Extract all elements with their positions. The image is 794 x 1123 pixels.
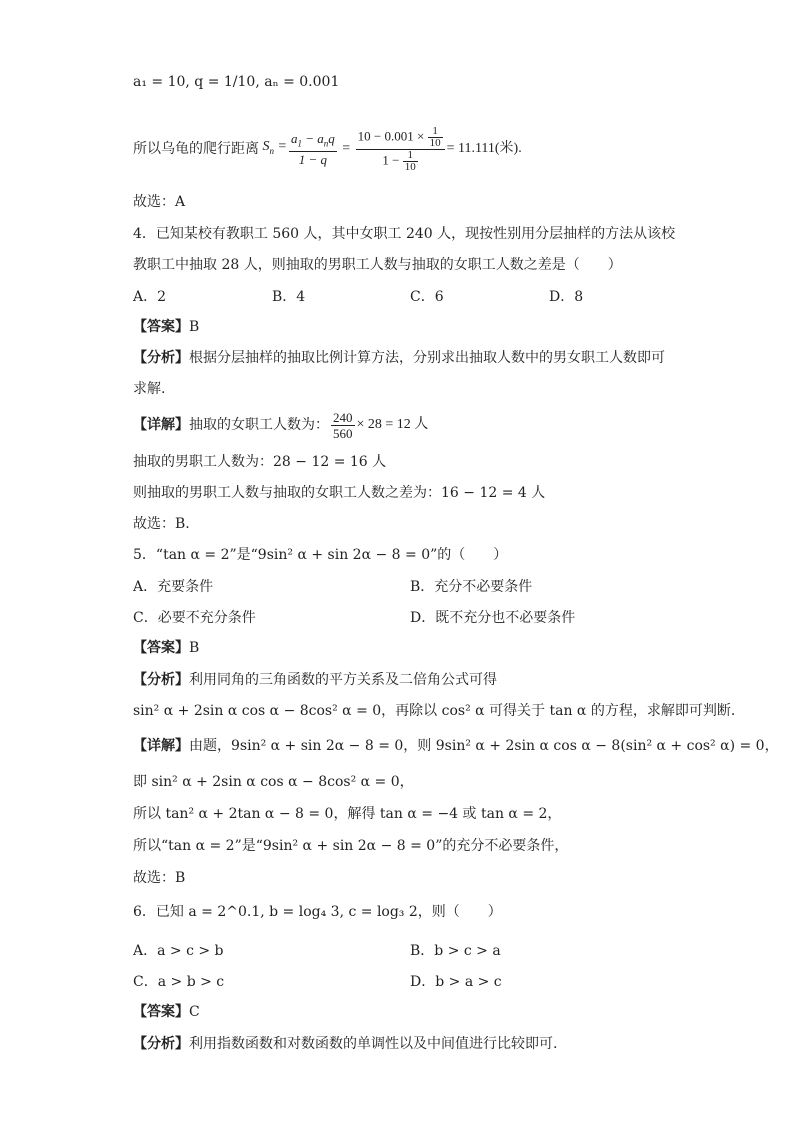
- answer-tag: 【答案】: [133, 319, 189, 335]
- answer-value: B: [189, 319, 200, 335]
- analysis-tag: 【分析】: [133, 350, 189, 366]
- distance-formula-line: 所以乌龟的爬行距离 $S_n$ = $\frac{a_1 - a_nq}{1 - q}$ = 10 − 0.001 × $\frac{1}{10}$ 1 − $\frac{1}{10}$ = 11.111(米).: [133, 124, 522, 173]
- q5-analysis-2: sin² α + 2sin α cos α − 8cos² α = 0，再除以 cos² α 可得关于 tan α 的方程，求解即可判断.: [133, 703, 736, 719]
- q5-detail-3: 所以 tan² α + 2tan α − 8 = 0，解得 tan α = −4 或 tan α = 2，: [133, 806, 562, 822]
- q4-detail-3: 则抽取的男职工人数与抽取的女职工人数之差为：16 − 12 = 4 人: [133, 485, 546, 501]
- q6-stem: 6．已知 a = 2^0.1, b = log₄ 3, c = log₃ 2，则（ ）: [133, 904, 502, 920]
- numeric-fraction: 10 − 0.001 × $\frac{1}{10}$ 1 − $\frac{1}{10}$: [356, 126, 445, 173]
- q4-detail-1: [133, 408, 428, 442]
- q4-stem-1: 4．已知某校有教职工 560 人，其中女职工 240 人，现按性别用分层抽样的方法从该校: [133, 226, 676, 242]
- q4-detail-2: 抽取的男职工人数为：28 − 12 = 16 人: [133, 454, 387, 470]
- detail-text: 抽取的女职工人数为：: [189, 417, 329, 433]
- q4-option-d: D．8: [549, 289, 584, 305]
- detail-tag: 【详解】: [133, 417, 189, 433]
- answer-value: C: [189, 1004, 200, 1020]
- q6-option-b: B．b > c > a: [410, 943, 501, 959]
- q5-analysis-1: [133, 670, 497, 690]
- detail-text: 由题，9sin² α + sin 2α − 8 = 0，则 9sin² α + 2sin α cos α − 8(sin² α + cos² α) = 0，: [189, 738, 779, 754]
- q4-analysis-2: 求解.: [133, 381, 166, 397]
- q6-option-c: C．a > b > c: [133, 974, 225, 990]
- q5-option-c: C．必要不充分条件: [133, 610, 256, 626]
- q4-stem-2: 教职工中抽取 28 人，则抽取的男职工人数与抽取的女职工人数之差是（ ）: [133, 257, 622, 273]
- analysis-text: 根据分层抽样的抽取比例计算方法，分别求出抽取人数中的男女职工人数即可: [189, 350, 665, 366]
- q5-detail-4: 所以“tan α = 2”是“9sin² α + sin 2α − 8 = 0”的充分不必要条件，: [133, 838, 569, 854]
- detail-result: × 28 = 12 人: [356, 417, 429, 432]
- q6-analysis: [133, 1034, 557, 1054]
- q4-option-a: A．2: [133, 289, 167, 305]
- q5-detail-2: 即 sin² α + 2sin α cos α − 8cos² α = 0，: [133, 774, 414, 790]
- top-answer: 故选：A: [133, 194, 186, 210]
- sn-symbol: $S_n$ =: [259, 139, 287, 156]
- distance-prefix: 所以乌龟的爬行距离: [133, 141, 259, 157]
- q6-option-d: D．b > a > c: [410, 974, 502, 990]
- q4-answer: [133, 317, 199, 337]
- analysis-text: 利用同角的三角函数的平方关系及二倍角公式可得: [189, 672, 497, 688]
- q6-answer: [133, 1002, 200, 1022]
- given-values: a₁ = 10, q = 1/10, aₙ = 0.001: [133, 74, 340, 90]
- distance-result: = 11.111(米).: [446, 141, 522, 156]
- answer-value: B: [189, 640, 200, 656]
- answer-tag: 【答案】: [133, 640, 189, 656]
- detail-tag: 【详解】: [133, 738, 189, 754]
- q4-conclude: 故选：B.: [133, 516, 190, 532]
- ratio-fraction: $\frac{240}{560}$: [333, 409, 353, 441]
- analysis-tag: 【分析】: [133, 1036, 189, 1052]
- answer-tag: 【答案】: [133, 1004, 189, 1020]
- formula-fraction: $\frac{a_1 - a_nq}{1 - q}$: [290, 130, 335, 168]
- analysis-tag: 【分析】: [133, 672, 189, 688]
- q5-option-d: D．既不充分也不必要条件: [410, 610, 576, 626]
- q5-option-b: B．充分不必要条件: [410, 579, 533, 595]
- analysis-text: 利用指数函数和对数函数的单调性以及中间值进行比较即可.: [189, 1036, 558, 1052]
- q5-detail-1: [133, 736, 779, 756]
- q4-option-c: C．6: [410, 289, 444, 305]
- q5-option-a: A．充要条件: [133, 579, 214, 595]
- q5-stem: 5．“tan α = 2”是“9sin² α + sin 2α − 8 = 0”的（ ）: [133, 547, 508, 563]
- q6-option-a: A．a > c > b: [133, 943, 224, 959]
- q4-option-b: B．4: [272, 289, 306, 305]
- q5-answer: [133, 638, 199, 658]
- q4-analysis-1: [133, 348, 665, 368]
- q5-conclude: 故选：B: [133, 870, 186, 886]
